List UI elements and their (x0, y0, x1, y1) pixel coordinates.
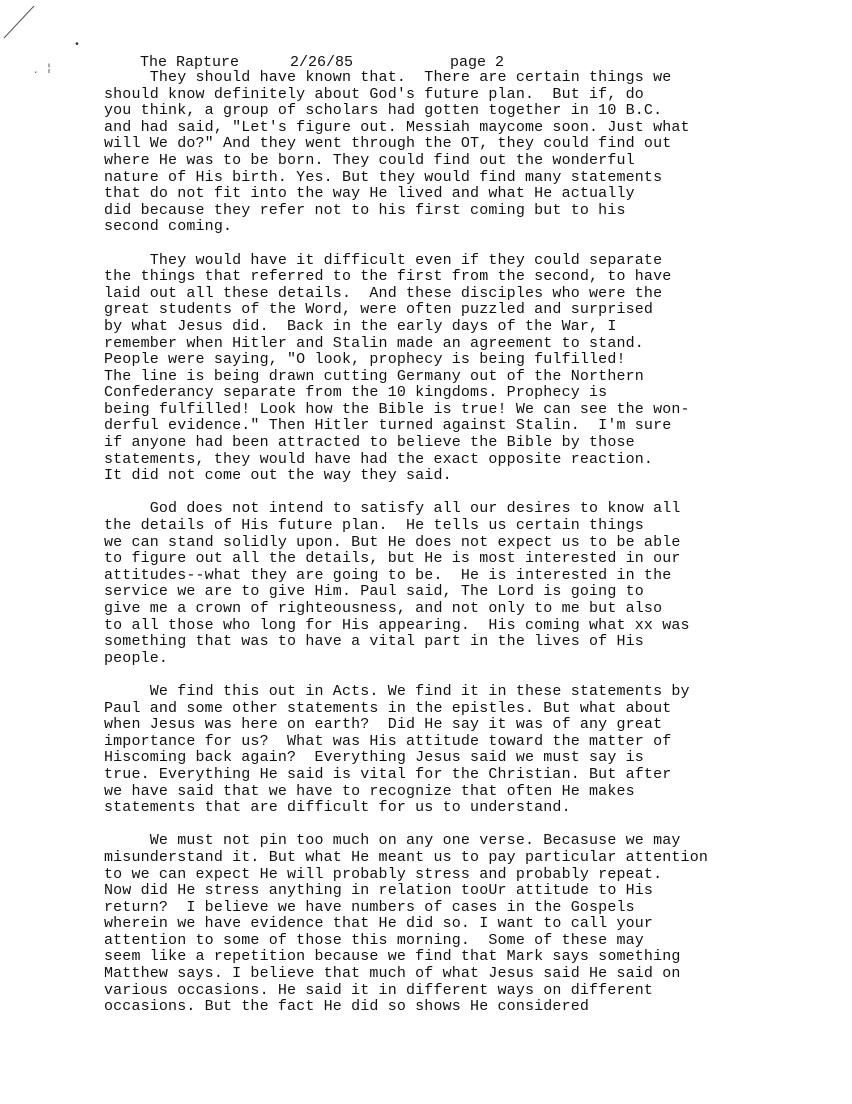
text-line: God does not intend to satisfy all our desires to know all (104, 500, 681, 518)
text-line: give me a crown of righteousness, and not only to me but also (104, 600, 663, 617)
text-line: and had said, "Let's figure out. Messiah maycome soon. Just what (104, 118, 690, 136)
text-line: It did not come out the way they said. (104, 467, 452, 485)
text-line: Paul and some other statements in the epistles. But what about (104, 699, 672, 717)
text-line: you think, a group of scholars had gotten together in 10 B.C. (104, 102, 663, 120)
text-line: the details of His future plan. He tells us certain things (104, 517, 644, 535)
text-line: we have said that we have to recognize that often He makes (104, 782, 635, 800)
text-line: true. Everything He said is vital for the Christian. But after (104, 765, 672, 783)
paragraph (104, 684, 824, 817)
text-line: when Jesus was here on earth? Did He say it was of any great (104, 716, 663, 734)
body-text (104, 70, 824, 1032)
document-title: The Rapture (140, 54, 240, 71)
text-line: laid out all these details. And these disciples who were the (104, 284, 663, 302)
text-line: People were saying, "O look, prophecy is being fulfilled! (104, 351, 626, 369)
text-line: people. (104, 649, 169, 667)
text-line: that do not fit into the way He lived and what He actually (104, 185, 635, 203)
text-line: to figure out all the details, but He is most interested in our (104, 550, 681, 568)
text-line: Now did He stress anything in relation tooUr attitude to His (104, 882, 654, 900)
paragraph (104, 253, 824, 485)
pen-stroke-mark (2, 2, 42, 42)
text-line: return? I believe we have numbers of cases in the Gospels (104, 898, 635, 916)
text-line: statements that are difficult for us to understand. (104, 799, 571, 817)
paragraph (104, 70, 824, 236)
text-line: to we can expect He will probably stress and probably repeat. (104, 865, 663, 883)
text-line: Matthew says. I believe that much of what Jesus said He said on (104, 965, 681, 983)
text-line: attention to some of those this morning. Some of these may (104, 931, 644, 949)
margin-dot: • (74, 40, 81, 51)
text-line: derful evidence." Then Hitler turned against Stalin. I'm sure (104, 417, 672, 435)
margin-scribble: ˯ ¦ (34, 64, 53, 75)
text-line: Hiscoming back again? Everything Jesus said we must say is (104, 749, 644, 767)
text-line: to all those who long for His appearing. His coming what xx was (104, 616, 690, 634)
text-line: wherein we have evidence that He did so. I want to call your (104, 915, 654, 933)
text-line: did because they refer not to his first coming but to his (104, 201, 626, 219)
text-line: service we are to give Him. Paul said, The Lord is going to (104, 583, 644, 601)
text-line: remember when Hitler and Stalin made an agreement to stand. (104, 334, 644, 352)
text-line: misunderstand it. But what He meant us to pay particular attention (104, 848, 708, 866)
text-line: great students of the Word, were often puzzled and surprised (104, 301, 654, 319)
paragraph (104, 833, 824, 1016)
text-line: seem like a repetition because we find that Mark says something (104, 948, 681, 966)
text-line: something that was to have a vital part in the lives of His (104, 633, 644, 651)
text-line: if anyone had been attracted to believe the Bible by those (104, 434, 635, 452)
page-number: page 2 (450, 54, 505, 71)
text-line: importance for us? What was His attitude toward the matter of (104, 732, 672, 750)
text-line: by what Jesus did. Back in the early days of the War, I (104, 317, 617, 335)
text-line: will We do?" And they went through the OT, they could find out (104, 135, 672, 153)
text-line: They would have it difficult even if they could separate (104, 251, 663, 269)
text-line: second coming. (104, 218, 233, 236)
text-line: statements, they would have had the exact opposite reaction. (104, 450, 654, 468)
text-line: We must not pin too much on any one verse. Becasuse we may (104, 832, 681, 850)
text-line: We find this out in Acts. We find it in these statements by (104, 682, 690, 700)
text-line: Confederancy separate from the 10 kingdoms. Prophecy is (104, 384, 608, 402)
text-line: The line is being drawn cutting Germany out of the Northern (104, 367, 644, 385)
text-line: various occasions. He said it in different ways on different (104, 981, 654, 999)
text-line: being fulfilled! Look how the Bible is true! We can see the won- (104, 400, 690, 418)
paragraph (104, 501, 824, 667)
text-line: They should have known that. There are certain things we (104, 69, 672, 86)
text-line: nature of His birth. Yes. But they would find many statements (104, 168, 663, 186)
document-date: 2/26/85 (290, 54, 354, 71)
text-line: attitudes--what they are going to be. He is interested in the (104, 566, 672, 584)
text-line: the things that referred to the first from the second, to have (104, 268, 672, 286)
text-line: where He was to be born. They could find out the wonderful (104, 151, 635, 169)
text-line: we can stand solidly upon. But He does not expect us to be able (104, 533, 681, 551)
text-line: occasions. But the fact He did so shows He considered (104, 998, 590, 1016)
text-line: should know definitely about God's future plan. But if, do (104, 85, 644, 103)
